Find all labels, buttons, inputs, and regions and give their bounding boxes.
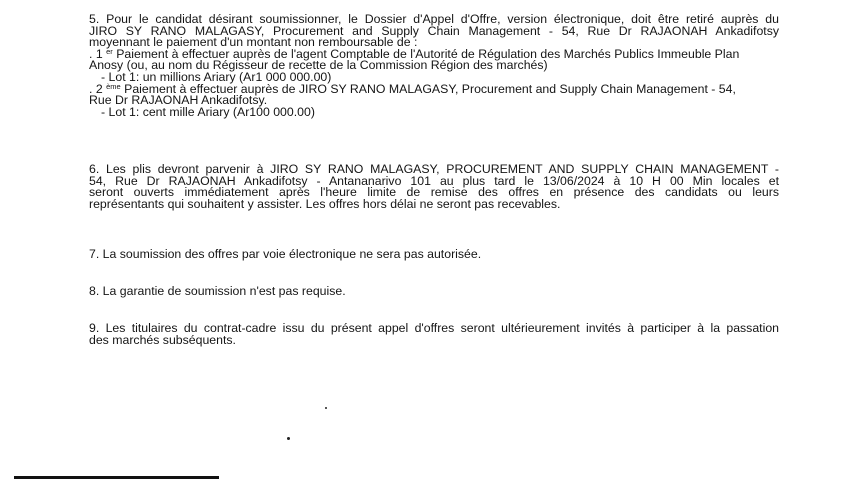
payment-1-ordinal: er — [106, 46, 113, 56]
section-7-text: 7. La soumission des offres par voie électronique ne sera pas autorisée. — [89, 247, 482, 261]
section-5-line-3: moyennant le paiement d'un montant non remboursable de : — [89, 35, 418, 50]
section-5-line-2: JIRO SY RANO MALAGASY, Procurement and Supply Chain Management - 54, Rue Dr RAJAONAH Ankadifotsy — [89, 23, 779, 38]
payment-2-text: Paiement à effectuer auprès de JIRO SY RANO MALAGASY, Procurement and Supply Chain Management - 54, — [124, 81, 736, 96]
payment-1-prefix: . 1 — [89, 46, 103, 61]
section-6-line-4: représentants qui souhaitent y assister. Les offres hors délai ne seront pas recevables. — [89, 196, 561, 211]
section-7-paragraph — [89, 249, 779, 261]
payment-1-lot: - Lot 1: un millions Ariary (Ar1 000 000.00) — [101, 69, 332, 84]
section-6-line-3: seront ouverts immédiatement après l'heure limite de remise des offres en présence des candidats ou leurs — [89, 185, 779, 200]
payment-2-ordinal: ème — [106, 81, 121, 91]
section-9-line-1: 9. Les titulaires du contrat-cadre issu du présent appel d'offres seront ultérieurement invités à participer à la passation — [89, 321, 779, 335]
payment-1-continuation: Anosy (ou, au nom du Régisseur de recette de la Commission Région des marchés) — [89, 58, 548, 73]
section-6-line-1: 6. Les plis devront parvenir à JIRO SY RANO MALAGASY, PROCUREMENT AND SUPPLY CHAIN MANAGEMENT - — [89, 162, 779, 176]
section-8-paragraph — [89, 286, 779, 298]
section-5-paragraph — [89, 14, 779, 118]
section-9-line-2: des marchés subséquents. — [89, 332, 236, 347]
section-5-line-1: 5. Pour le candidat désirant soumissionner, le Dossier d'Appel d'Offre, version électronique, doit être retiré auprès du — [89, 12, 779, 26]
payment-2-lot: - Lot 1: cent mille Ariary (Ar100 000.00) — [101, 104, 315, 119]
scan-speck — [287, 437, 290, 440]
section-9-paragraph — [89, 323, 779, 346]
section-6-paragraph — [89, 164, 779, 210]
payment-1-text: Paiement à effectuer auprès de l'agent Comptable de l'Autorité de Régulation des Marchés Publics Immeuble Plan — [116, 46, 740, 61]
payment-2-continuation: Rue Dr RAJAONAH Ankadifotsy. — [89, 93, 268, 108]
scan-speck — [325, 407, 327, 409]
section-8-text: 8. La garantie de soumission n'est pas requise. — [89, 284, 346, 298]
payment-2-prefix: . 2 — [89, 81, 103, 96]
section-6-line-2: 54, Rue Dr RAJAONAH Ankadifotsy - Antananarivo 101 au plus tard le 13/06/2024 à 10 H 00 Min locales et — [89, 173, 779, 188]
